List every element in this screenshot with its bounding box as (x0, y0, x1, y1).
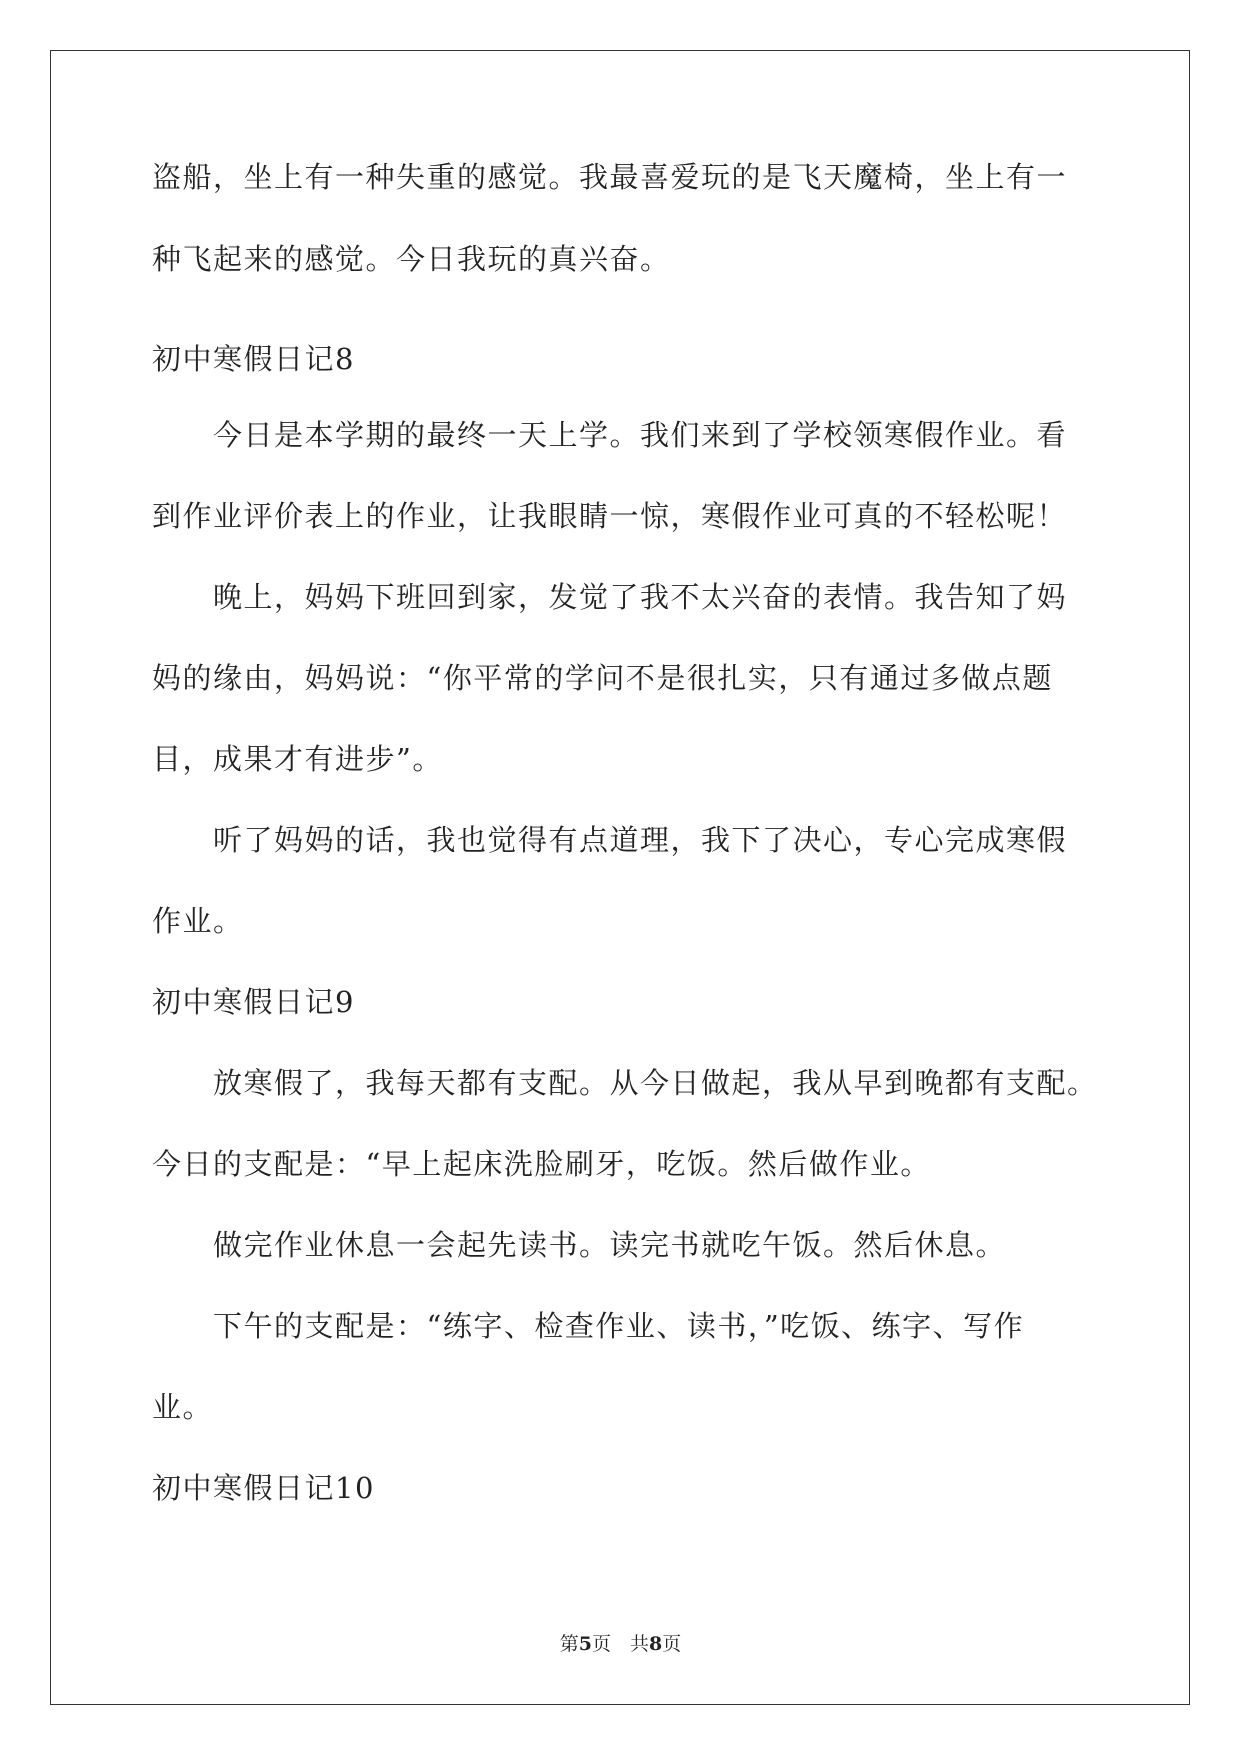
text-line: 盗船，坐上有一种失重的感觉。我最喜爱玩的是飞天魔椅，坐上有一 (152, 160, 1068, 194)
text-line: 业。 (152, 1390, 214, 1424)
footer-prefix: 第 (559, 1633, 579, 1655)
current-page-number: 5 (578, 1633, 592, 1655)
footer-mid: 页 共 (591, 1633, 649, 1655)
total-page-number: 8 (649, 1633, 663, 1655)
text-line: 晚上，妈妈下班回到家，发觉了我不太兴奋的表情。我告知了妈 (213, 580, 1068, 614)
text-line: 目，成果才有进步”。 (152, 742, 443, 776)
text-line: 今日是本学期的最终一天上学。我们来到了学校领寒假作业。看 (213, 418, 1068, 452)
text-line: 做完作业休息一会起先读书。读完书就吃午饭。然后休息。 (213, 1228, 1007, 1262)
section-heading: 初中寒假日记10 (152, 1471, 375, 1505)
footer-suffix: 页 (662, 1633, 682, 1655)
text-line: 种飞起来的感觉。今日我玩的真兴奋。 (152, 242, 671, 276)
text-line: 到作业评价表上的作业，让我眼睛一惊，寒假作业可真的不轻松呢！ (152, 499, 1068, 533)
page-border (50, 50, 1190, 1705)
text-line: 听了妈妈的话，我也觉得有点道理，我下了决心，专心完成寒假 (213, 823, 1068, 857)
page-footer (0, 1632, 1241, 1656)
text-line: 妈的缘由，妈妈说：“你平常的学问不是很扎实，只有通过多做点题 (152, 661, 1053, 695)
section-heading: 初中寒假日记9 (152, 985, 355, 1019)
text-line: 放寒假了，我每天都有支配。从今日做起，我从早到晚都有支配。 (213, 1066, 1098, 1100)
section-heading: 初中寒假日记8 (152, 342, 355, 376)
text-line: 下午的支配是：“练字、检查作业、读书，”吃饭、练字、写作 (213, 1309, 1025, 1343)
text-line: 今日的支配是：“早上起床洗脸刷牙，吃饭。然后做作业。 (152, 1147, 931, 1181)
text-line: 作业。 (152, 904, 244, 938)
